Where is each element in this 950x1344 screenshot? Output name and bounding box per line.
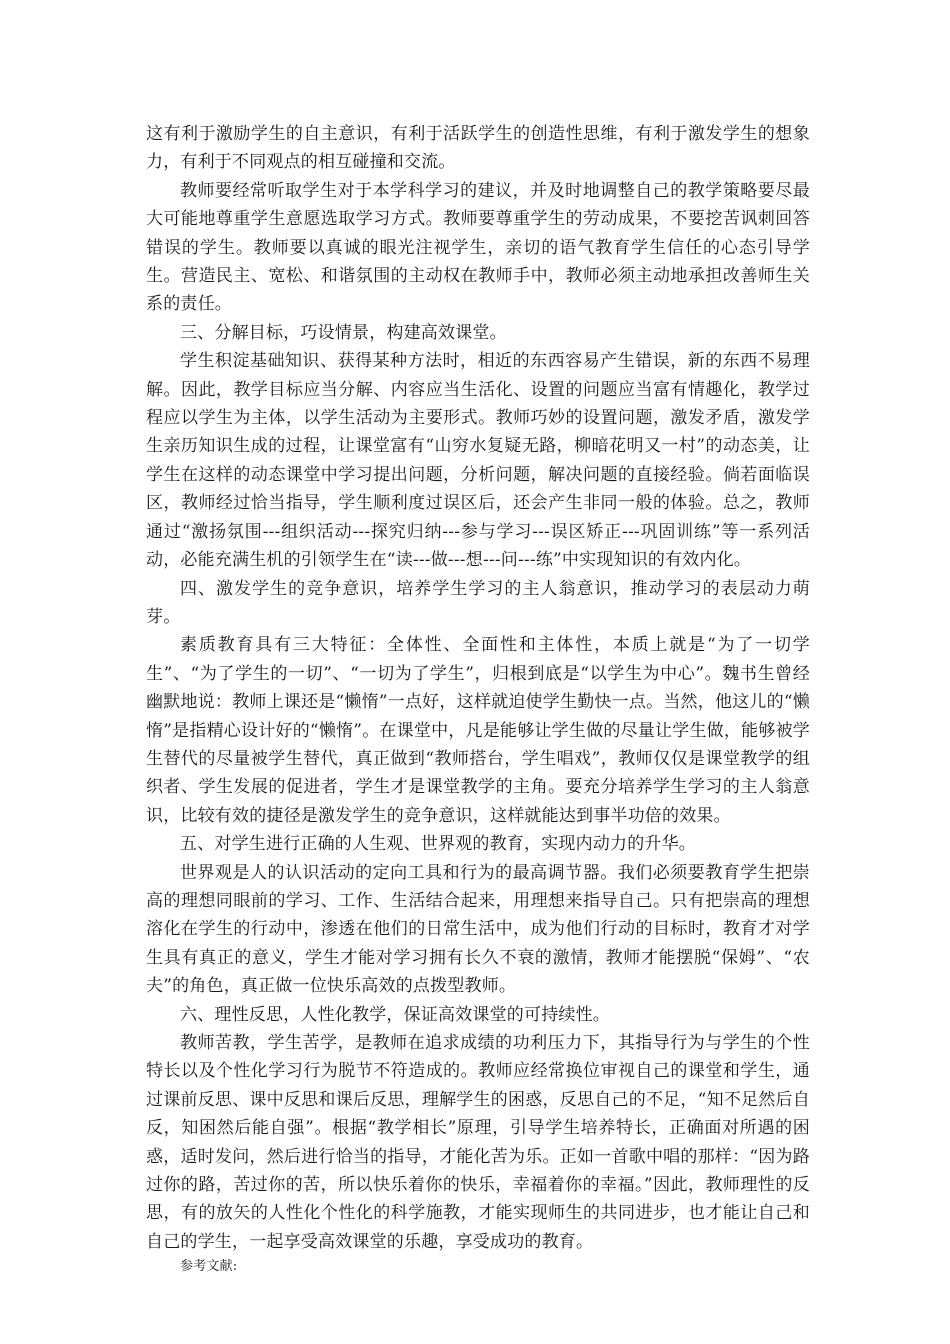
section-heading-4: 四、激发学生的竞争意识，培养学生学习的主人翁意识，推动学习的表层动力萌芽。 [146,578,810,627]
paragraph-section-3-body: 学生积淀基础知识、获得某种方法时，相近的东西容易产生错误，新的东西不易理解。因此，教学目标应当分解、内容应当生活化、设置的问题应当富有情趣化，教学过程应以学生为主体，以学生活动为主要形式。教师巧妙的设置问题，激发矛盾，激发学生亲历知识生成的过程，让课堂富有“山穷水复疑无路，柳暗花明又一村”的动态美，让学生在这样的动态课堂中学习提出问题，分析问题，解决问题的直接经验。倘若面临误区，教师经过恰当指导，学生顺利度过误区后，还会产生非同一般的体验。总之，教师通过“激扬氛围---组织活动---探究归纳---参与学习---误区矫正---巩固训练”等一系列活动，必能充满生机的引领学生在“读---做---想---问---练”中实现知识的有效内化。 [146,351,810,571]
paragraph-teacher-listen: 教师要经常听取学生对于本学科学习的建议，并及时地调整自己的教学策略要尽最大可能地尊重学生意愿选取学习方式。教师要尊重学生的劳动成果，不要挖苦讽刺回答错误的学生。教师要以真诚的眼光注视学生，亲切的语气教育学生信任的心态引导学生。营造民主、宽松、和谐氛围的主动权在教师手中，教师必须主动地承担改善师生关系的责任。 [146,180,810,315]
section-heading-3: 三、分解目标，巧设情景，构建高效课堂。 [180,322,507,343]
references-label: 参考文献: [180,1259,238,1275]
section-heading-5: 五、对学生进行正确的人生观、世界观的教育，实现内动力的升华。 [180,834,696,855]
paragraph-section-4-body: 素质教育具有三大特征：全体性、全面性和主体性，本质上就是“为了一切学生”、“为了学生的一切”、“一切为了学生”，归根到底是“以学生为中心”。魏书生曾经幽默地说：教师上课还是“懒惰”一点好，这样就迫使学生勤快一点。当然，他这儿的“懒惰”是指精心设计好的“懒惰”。在课堂中，凡是能够让学生做的尽量让学生做，能够被学生替代的尽量被学生替代，真正做到“教师搭台，学生唱戏”，教师仅仅是课堂教学的组织者、学生发展的促进者，学生才是课堂教学的主角。要充分培养学生学习的主人翁意识，比较有效的捷径是激发学生的竞争意识，这样就能达到事半功倍的效果。 [146,635,810,826]
paragraph-section-6-body: 教师苦教，学生苦学，是教师在追求成绩的功利压力下，其指导行为与学生的个性特长以及个性化学习行为脱节不符造成的。教师应经常换位审视自己的课堂和学生，通过课前反思、课中反思和课后反思，理解学生的困惑，反思自己的不足，“知不足然后自反，知困然后能自强”。根据“教学相长”原理，引导学生培养特长，正确面对所遇的困惑，适时发问，然后进行恰当的指导，才能化苦为乐。正如一首歌中唱的那样：“因为路过你的路，苦过你的苦，所以快乐着你的快乐，幸福着你的幸福。”因此，教师理性的反思，有的放矢的人性化个性化的科学施教，才能实现师生的共同进步，也才能让自己和自己的学生，一起享受高效课堂的乐趣，享受成功的教育。 [146,1033,810,1252]
document-page [146,120,810,1278]
paragraph-section-5-body: 世界观是人的认识活动的定向工具和行为的最高调节器。我们必须要教育学生把崇高的理想同眼前的学习、工作、生活结合起来，用理想来指导自己。只有把崇高的理想溶化在学生的行动中，渗透在他们的日常生活中，成为他们行动的目标时，教育才对学生具有真正的意义，学生才能对学习拥有长久不衰的激情，教师才能摆脱“保姆”、“农夫”的角色，真正做一位快乐高效的点拨型教师。 [146,862,810,997]
paragraph-continuation: 这有利于激励学生的自主意识，有利于活跃学生的创造性思维，有利于激发学生的想象力，有利于不同观点的相互碰撞和交流。 [146,124,810,173]
section-heading-6: 六、理性反思，人性化教学，保证高效课堂的可持续性。 [180,1004,610,1025]
